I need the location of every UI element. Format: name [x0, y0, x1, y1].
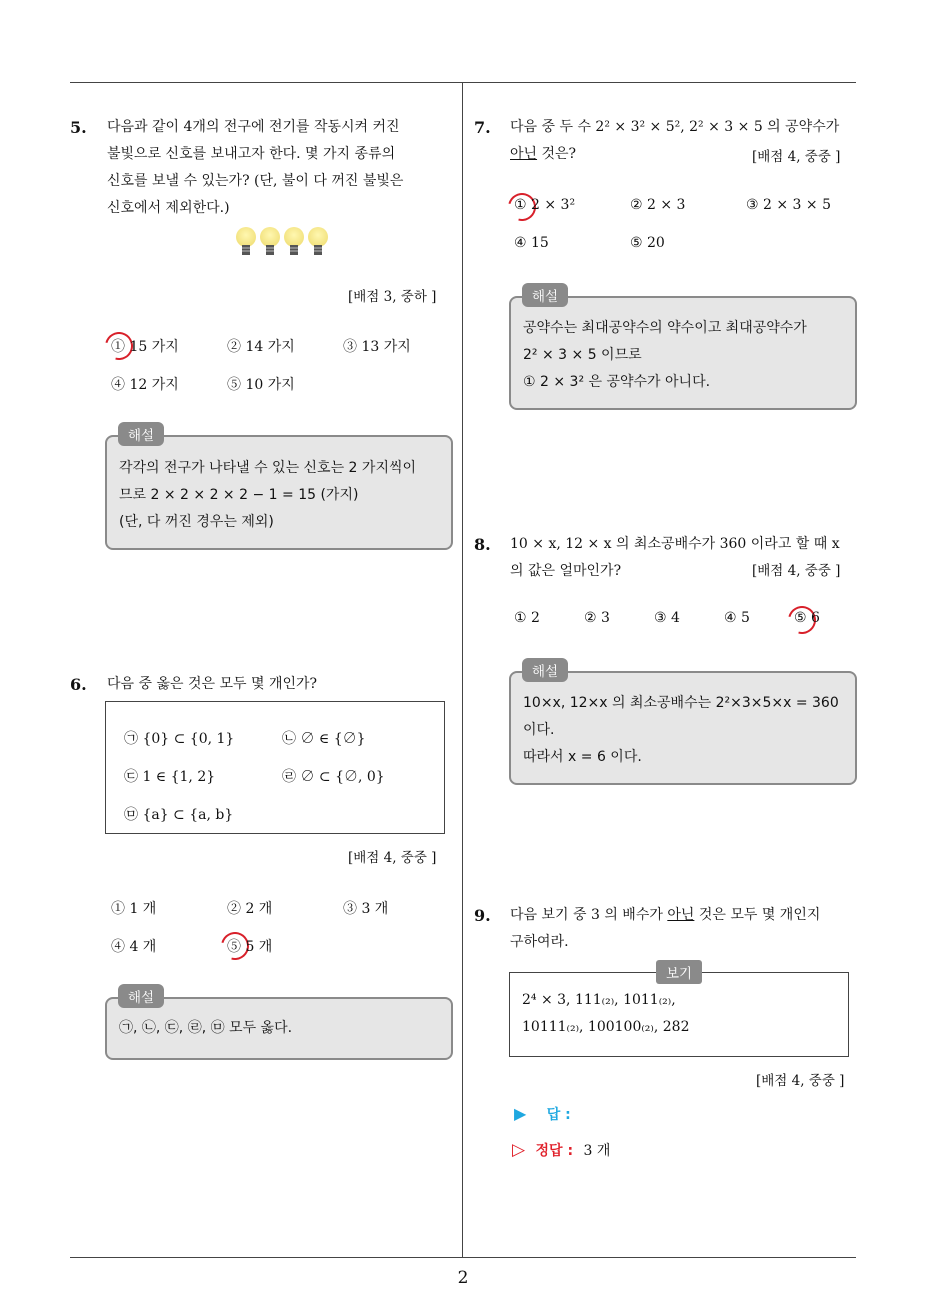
q7-underlined-word: 아닌	[510, 146, 538, 162]
q5-number: 5.	[70, 118, 87, 137]
q9-underlined-word: 아닌	[667, 907, 695, 923]
bulb-icon	[260, 227, 280, 255]
q8-option-1[interactable]: ① 2	[514, 610, 540, 626]
answer-arrow-icon: ▶	[514, 1104, 527, 1123]
q8-option-5[interactable]: ⑤ 6	[794, 610, 820, 626]
q7-option-1[interactable]: ① 2 × 3²	[514, 197, 576, 213]
q9-example-box	[509, 972, 849, 1057]
q5-option-1[interactable]: ① 15 가지	[111, 339, 179, 355]
q9-correct-row	[512, 1140, 610, 1160]
q6-item-4: ㉣ ∅ ⊂ {∅, 0}	[282, 769, 385, 785]
q7-solution-box: 공약수는 최대공약수의 약수이고 최대공약수가 2² × 3 × 5 이므로 ① 2 × 3² 은 공약수가 아니다.	[509, 296, 857, 410]
q9-example-text: 2⁴ × 3, 111₍₂₎, 1011₍₂₎, 10111₍₂₎, 100100₍₂₎, 282	[522, 992, 690, 1035]
correct-value: 3 개	[583, 1143, 611, 1159]
page-number: 2	[457, 1268, 469, 1288]
q6-item-2: ㉡ ∅ ∈ {∅}	[282, 731, 366, 747]
q7-solution-tag: 해설	[522, 283, 568, 307]
q5-meta: [배점 3, 중하 ]	[348, 289, 437, 305]
q8-solution-tag: 해설	[522, 658, 568, 682]
bulb-icon	[284, 227, 304, 255]
q7-option-4[interactable]: ④ 15	[514, 235, 549, 251]
q6-item-3: ㉢ 1 ∈ {1, 2}	[124, 769, 216, 785]
q9-answer-row	[514, 1103, 695, 1124]
q7-text: 다음 중 두 수 2² × 3² × 5², 2² × 3 × 5 의 공약수가 아닌 것은?	[510, 119, 840, 162]
q7-number: 7.	[474, 118, 491, 137]
q5-option-4[interactable]: ④ 12 가지	[111, 377, 179, 393]
q9-text: 다음 보기 중 3 의 배수가 아닌 것은 모두 몇 개인지 구하여라.	[510, 907, 821, 950]
q7-option-5[interactable]: ⑤ 20	[630, 235, 665, 251]
bulb-icon	[308, 227, 328, 255]
q8-option-2[interactable]: ② 3	[584, 610, 610, 626]
q6-number: 6.	[70, 675, 87, 694]
q9-example-tag: 보기	[656, 960, 702, 984]
q6-solution-box: ㉠, ㉡, ㉢, ㉣, ㉤ 모두 옳다.	[105, 997, 453, 1060]
q8-option-4[interactable]: ④ 5	[724, 610, 750, 626]
q6-option-1[interactable]: ① 1 개	[111, 901, 157, 917]
q7-meta: [배점 4, 중중 ]	[752, 149, 841, 165]
q6-text: 다음 중 옳은 것은 모두 몇 개인가?	[107, 676, 318, 692]
q9-number: 9.	[474, 906, 491, 925]
answer-input[interactable]	[575, 1103, 695, 1119]
q7-option-2[interactable]: ② 2 × 3	[630, 197, 686, 213]
q5-text: 다음과 같이 4개의 전구에 전기를 작동시켜 커진 불빛으로 신호를 보내고자 한다. 몇 가지 종류의 신호를 보낼 수 있는가? (단, 불이 다 꺼진 불빛은 신호에서 제외한다.)	[107, 119, 404, 216]
q9-meta: [배점 4, 중중 ]	[756, 1073, 845, 1089]
q5-option-3[interactable]: ③ 13 가지	[343, 339, 411, 355]
bottom-rule	[70, 1257, 856, 1258]
column-divider	[462, 83, 463, 1258]
q5-option-5[interactable]: ⑤ 10 가지	[227, 377, 295, 393]
q6-solution-tag: 해설	[118, 984, 164, 1008]
answer-label: 답 :	[546, 1107, 571, 1123]
q5-solution-tag: 해설	[118, 422, 164, 446]
q5-option-2[interactable]: ② 14 가지	[227, 339, 295, 355]
q6-item-1: ㉠ {0} ⊂ {0, 1}	[124, 731, 235, 747]
q6-item-5: ㉤ {a} ⊂ {a, b}	[124, 807, 234, 823]
q6-option-2[interactable]: ② 2 개	[227, 901, 273, 917]
q6-statement-box	[105, 701, 445, 834]
q8-meta: [배점 4, 중중 ]	[752, 563, 841, 579]
correct-arrow-icon: ▷	[512, 1140, 526, 1160]
q5-solution-box: 각각의 전구가 나타낼 수 있는 신호는 2 가지씩이 므로 2 × 2 × 2 × 2 − 1 = 15 (가지) (단, 다 꺼진 경우는 제외)	[105, 435, 453, 550]
bulb-icon	[236, 227, 256, 255]
q8-option-3[interactable]: ③ 4	[654, 610, 680, 626]
q7-option-3[interactable]: ③ 2 × 3 × 5	[746, 197, 831, 213]
q8-text: 10 × x, 12 × x 의 최소공배수가 360 이라고 할 때 x 의 값은 얼마인가?	[510, 536, 840, 579]
q8-solution-box: 10×x, 12×x 의 최소공배수는 2²×3×5×x = 360 이다. 따라서 x = 6 이다.	[509, 671, 857, 785]
q6-option-5[interactable]: ⑤ 5 개	[227, 939, 273, 955]
q8-number: 8.	[474, 535, 491, 554]
q6-meta: [배점 4, 중중 ]	[348, 850, 437, 866]
q6-option-4[interactable]: ④ 4 개	[111, 939, 157, 955]
q6-option-3[interactable]: ③ 3 개	[343, 901, 389, 917]
bulbs-figure	[234, 226, 334, 260]
correct-label: 정답 :	[535, 1143, 574, 1159]
top-rule	[70, 82, 856, 83]
